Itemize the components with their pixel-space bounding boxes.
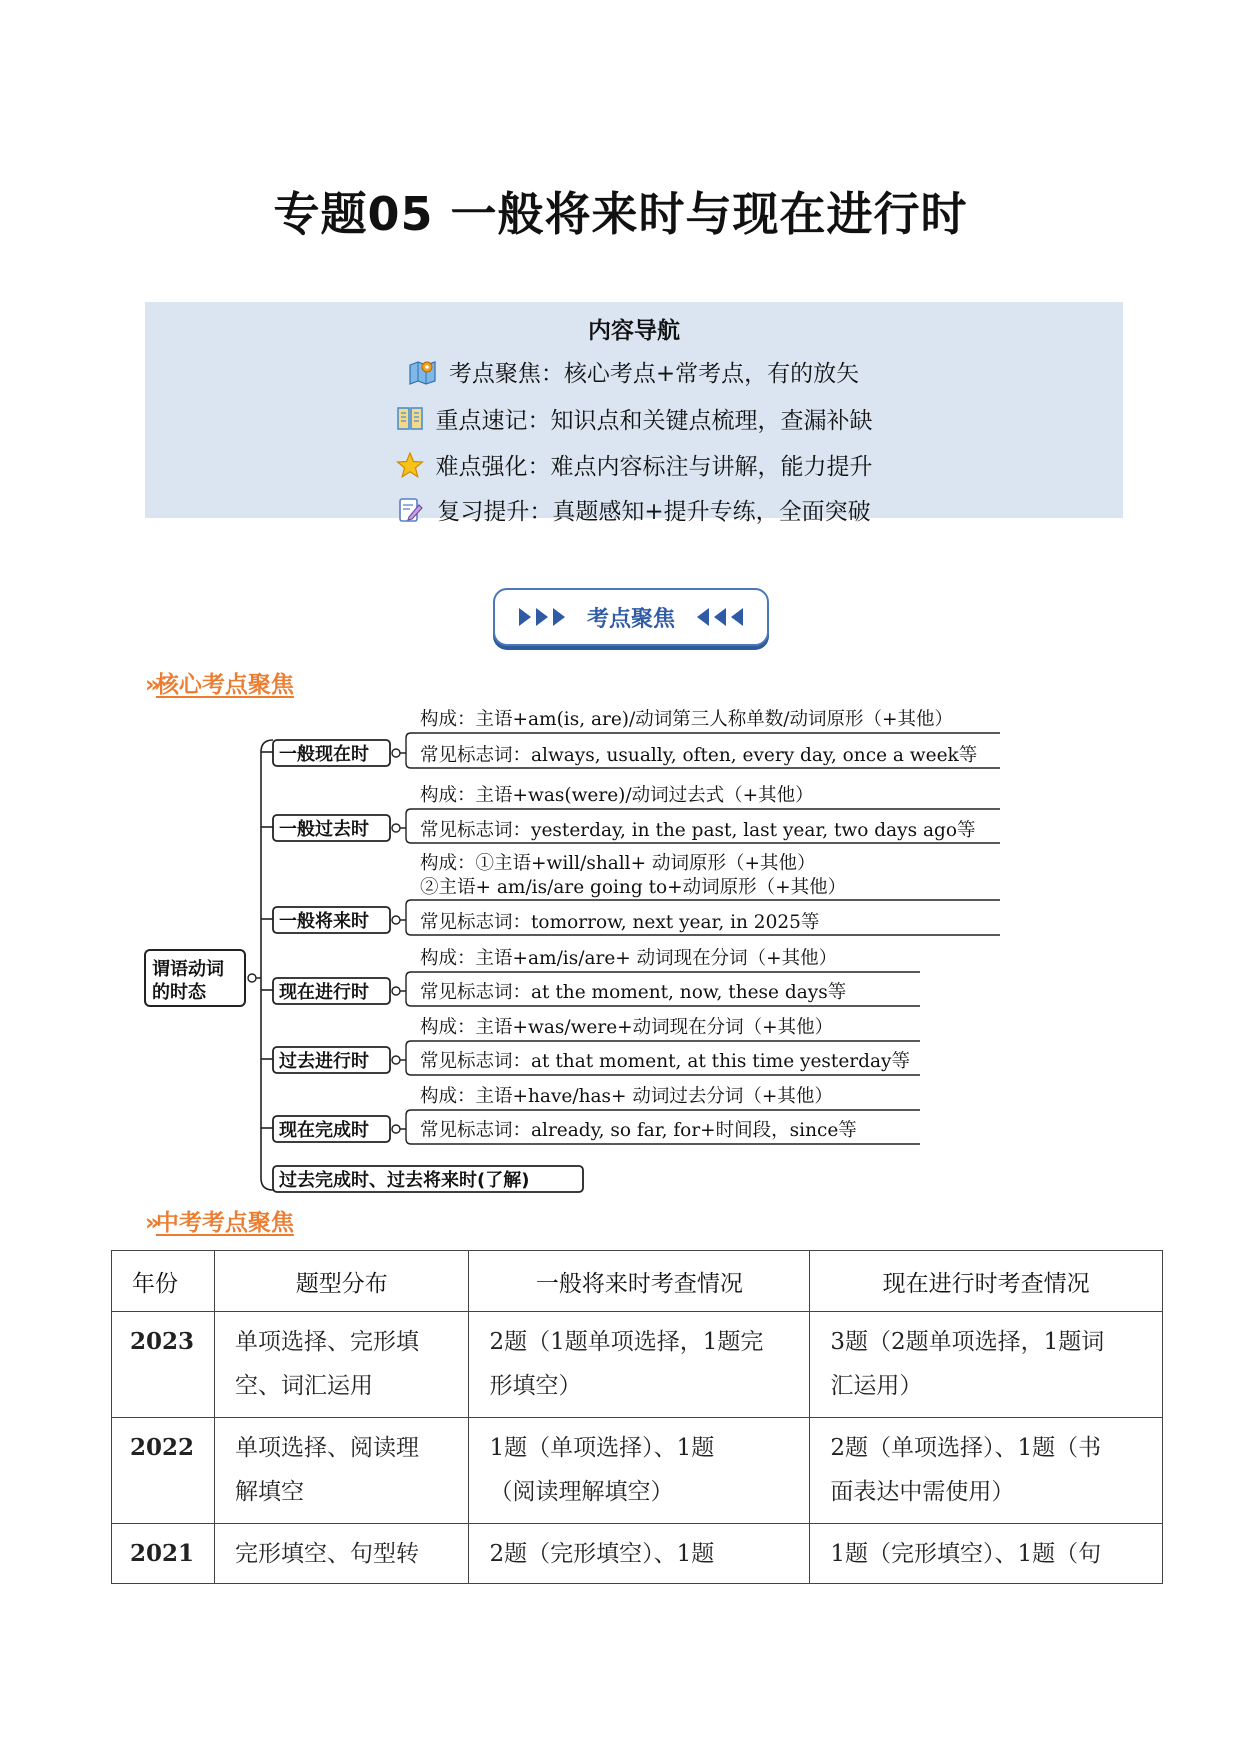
branch-line: 构成：主语+have/has+ 动词过去分词（+其他） xyxy=(420,1086,833,1107)
year-cell: 2023 xyxy=(112,1312,215,1418)
table-header-row xyxy=(112,1251,1163,1312)
types-cell: 完形填空、句型转 xyxy=(215,1524,469,1584)
future-cell: 1题（单项选择）、1题 （阅读理解填空） xyxy=(469,1418,810,1524)
branch-label: 一般过去时 xyxy=(279,819,369,840)
table-row xyxy=(112,1418,1163,1524)
types-cell: 单项选择、阅读理 解填空 xyxy=(215,1418,469,1524)
branch-label: 过去完成时、过去将来时(了解) xyxy=(279,1170,530,1191)
branch-line: ②主语+ am/is/are going to+动词原形（+其他） xyxy=(420,877,847,898)
branch-label: 过去进行时 xyxy=(279,1051,369,1072)
nav-item-text: 难点强化：难点内容标注与讲解，能力提升 xyxy=(435,454,873,480)
branch-label: 一般将来时 xyxy=(279,911,369,932)
branch-simple-present xyxy=(261,709,1000,768)
branch-simple-past xyxy=(261,785,1000,843)
future-cell: 2题（1题单项选择，1题完 形填空） xyxy=(469,1312,810,1418)
branch-line: 常见标志词：at the moment, now, these days等 xyxy=(420,982,847,1003)
branch-line: 常见标志词：tomorrow, next year, in 2025等 xyxy=(420,912,820,933)
table-row xyxy=(112,1312,1163,1418)
notepad-edit-icon xyxy=(397,497,425,523)
root-label-line-2: 的时态 xyxy=(152,982,206,1003)
triple-left-arrow-icon xyxy=(693,606,745,628)
nav-item-text: 复习提升：真题感知+提升专练，全面突破 xyxy=(437,499,871,525)
triple-right-arrow-icon xyxy=(517,606,569,628)
focus-section-label: 考点聚焦 xyxy=(586,606,675,632)
column-header: 现在进行时考查情况 xyxy=(810,1251,1163,1312)
branch-past-progressive xyxy=(261,1017,920,1075)
focus-section-button xyxy=(493,588,769,646)
branch-line: 常见标志词：already, so far, for+时间段，since等 xyxy=(420,1120,857,1141)
branch-line: 构成：①主语+will/shall+ 动词原形（+其他） xyxy=(420,853,816,874)
branch-line: 构成：主语+am(is, are)/动词第三人称单数/动词原形（+其他） xyxy=(420,709,953,730)
double-chevron-icon: » xyxy=(145,672,154,698)
nav-item-difficulty xyxy=(145,448,1123,481)
nav-item-text: 重点速记：知识点和关键点梳理，查漏补缺 xyxy=(435,408,873,434)
column-header: 题型分布 xyxy=(215,1251,469,1312)
branch-line: 构成：主语+am/is/are+ 动词现在分词（+其他） xyxy=(420,948,838,969)
progressive-cell: 1题（完形填空）、1题（句 xyxy=(810,1524,1163,1584)
progressive-cell: 3题（2题单项选择，1题词 汇运用） xyxy=(810,1312,1163,1418)
branch-line: 常见标志词：yesterday, in the past, last year, two days ago等 xyxy=(420,820,976,841)
branch-present-perfect xyxy=(261,1086,920,1144)
column-header: 一般将来时考查情况 xyxy=(469,1251,810,1312)
double-chevron-icon: » xyxy=(145,1210,154,1236)
branch-simple-future xyxy=(261,853,1000,935)
column-header: 年份 xyxy=(112,1251,215,1312)
map-pin-icon xyxy=(409,359,437,385)
progressive-cell: 2题（单项选择）、1题（书 面表达中需使用） xyxy=(810,1418,1163,1524)
branch-line: 常见标志词：always, usually, often, every day, once a week等 xyxy=(420,745,978,766)
branch-past-perfect-future xyxy=(273,1166,583,1192)
branch-label: 一般现在时 xyxy=(279,744,369,765)
root-label-line-1: 谓语动词 xyxy=(152,959,224,980)
nav-item-text: 考点聚焦：核心考点+常考点，有的放矢 xyxy=(448,361,860,387)
branch-label: 现在进行时 xyxy=(279,982,369,1003)
book-icon xyxy=(396,406,424,432)
nav-item-focus xyxy=(145,355,1123,388)
exam-statistics-table xyxy=(111,1250,1163,1584)
tense-mind-map xyxy=(140,700,1020,1205)
content-navigation xyxy=(145,302,1123,525)
nav-heading: 内容导航 xyxy=(588,318,680,344)
star-icon xyxy=(396,452,424,478)
future-cell: 2题（完形填空）、1题 xyxy=(469,1524,810,1584)
year-cell: 2022 xyxy=(112,1418,215,1524)
branch-line: 构成：主语+was(were)/动词过去式（+其他） xyxy=(420,785,814,806)
branch-line: 常见标志词：at that moment, at this time yesterday等 xyxy=(420,1051,910,1072)
core-points-heading: »核心考点聚焦 xyxy=(145,672,294,698)
mind-map-root xyxy=(145,950,256,1006)
branch-label: 现在完成时 xyxy=(279,1120,369,1141)
branch-line: 构成：主语+was/were+动词现在分词（+其他） xyxy=(420,1017,834,1038)
branch-present-progressive xyxy=(261,948,920,1006)
types-cell: 单项选择、完形填 空、词汇运用 xyxy=(215,1312,469,1418)
page-title: 专题05 一般将来时与现在进行时 xyxy=(273,187,968,241)
nav-item-review xyxy=(145,493,1123,526)
year-cell: 2021 xyxy=(112,1524,215,1584)
nav-item-notes xyxy=(145,402,1123,435)
table-row xyxy=(112,1524,1163,1584)
exam-points-heading: »中考考点聚焦 xyxy=(145,1210,294,1236)
